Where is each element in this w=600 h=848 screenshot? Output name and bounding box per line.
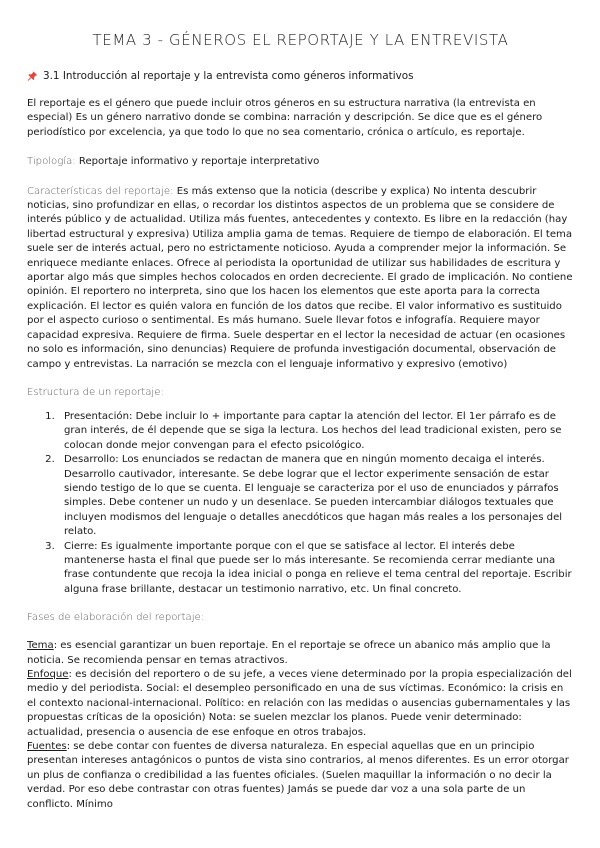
list-item: 1. Presentación: Debe incluir lo + importante para captar la atención del lector. El 1er párrafo es de gran interés, de él depende que se siga la lectura. Los hechos del lead tradicional existen, pero se colocan donde mejor convengan para el efecto psicológico. — [58, 410, 574, 453]
page-title: TEMA 3 - GÉNEROS EL REPORTAJE Y LA ENTREVISTA — [92, 31, 509, 49]
fases-block — [27, 639, 574, 812]
estructura-list — [27, 410, 574, 597]
fuentes-label: Fuentes — [27, 741, 67, 753]
fuentes-text: : se debe contar con fuentes de diversa naturaleza. En especial aquellas que en un principio presentan intereses antagónicos o puntos de vista sino contrarios, al menos diferentes. Es un error otorgar un plus de confianza o credibilidad a las fuentes oficiales. (Suelen maquillar la información o no decir la verdad. Por eso debe contrastar con otras fuentes) Jamás se puede dar voz a una sola parte de un conflicto. Mínimo — [27, 741, 569, 810]
caracteristicas-label: Características del reportaje: — [27, 185, 174, 197]
tipologia-text: Reportaje informativo y reportaje interpretativo — [75, 156, 320, 168]
caracteristicas-text: Es más extenso que la noticia (describe y explica) No intenta descubrir noticias, sino profundizar en ellas, o recordar los distintos aspectos de un problema que se considere de interés público y de actualidad. Utiliza más fuentes, antecedentes y contexto. Es libre en la redacción (hay libertad estructural y expresiva) Utiliza amplia gama de temas. Requiere de tiempo de elaboración. El tema suele ser de interés actual, pero no estrictamente noticioso. Ayuda a comprender mejor la información. Se enriquece mediante enlaces. Ofrece al periodista la oportunidad de utilizar sus habilidades de escritura y aportar algo más que simples hechos colocados en orden decreciente. El grado de implicación. No contiene opinión. El reportero no interpreta, sino que los hacen los elementos que este aporta para la correcta explicación. El lector es quién valora en función de los datos que recibe. El valor informativo es sustituido por el aspecto curioso o sentimental. Es más humano. Suele llevar fotos e infografía. Requiere mayor capacidad expresiva. Requiere de firma. Suele despertar en el lector la necesidad de actuar (en ocasiones no solo es información, sino denuncias) Requiere de profunda investigación documental, observación de campo y entrevistas. La narración se mezcla con el lenguaje informativo y expresivo (emotivo) — [27, 185, 573, 370]
fase-fuentes — [27, 740, 574, 812]
caracteristicas-paragraph — [27, 185, 574, 372]
fase-enfoque — [27, 668, 574, 740]
tipologia-paragraph — [27, 155, 574, 169]
list-item: 3. Cierre: Es igualmente importante porque con el que se satisface al lector. El interés debe mantenerse hasta el final que puede ser lo más interesante. Se recomienda cerrar mediante una frase contundente que recoja la idea inicial o ponga en relieve el tema central del reportaje. Escribir alguna frase brillante, destacar un testimonio narrativo, etc. Un final concreto. — [58, 540, 574, 598]
estructura-heading: Estructura de un reportaje: — [27, 386, 164, 398]
section-heading — [27, 69, 574, 83]
enfoque-label: Enfoque — [27, 669, 69, 680]
tipologia-label: Tipología: — [27, 156, 76, 168]
enfoque-text: : es decisión del reportero o de su jefe, a veces viene determinado por la propia especialización del medio y del periodista. Social: el desempleo personificado en una de sus víctimas. Económico: la crisis en el contexto nacional-internacional. Político: en relación con las medidas o ausencias gubernamentales y las propuestas críticas de la oposición) Nota: se suelen mezclar los planos. Puede venir determinado: actualidad, presencia o ausencia de ese enfoque en otros trabajos. — [27, 669, 572, 738]
fases-heading: Fases de elaboración del reportaje: — [27, 612, 205, 624]
tema-label: Tema — [27, 640, 54, 652]
pushpin-icon — [27, 70, 38, 82]
tema-text: : es esencial garantizar un buen reportaje. En el reportaje se ofrece un abanico más amplio que la noticia. Se recomienda pensar en temas atractivos. — [27, 640, 551, 666]
intro-paragraph: El reportaje es el género que puede incluir otros géneros en su estructura narrativa (la entrevista en especial) Es un género narrativo donde se combina: narración y descripción. Se dice que es el género periodístico por excelencia, ya que todo lo que no sea comentario, crónica o artículo, es reportaje. — [27, 98, 543, 138]
section-heading-text: 3.1 Introducción al reportaje y la entrevista como géneros informativos — [43, 70, 414, 82]
fase-tema — [27, 639, 574, 668]
list-item: 2. Desarrollo: Los enunciados se redactan de manera que en ningún momento decaiga el interés. Desarrollo cautivador, interesante. Se debe lograr que el lector experimente sensación de estar siendo testigo de lo que se cuenta. El lenguaje se caracteriza por el uso de enunciados y párrafos simples. Debe contener un nudo y un desenlace. Se pueden intercambiar diálogos textuales que incluyen modismos del lenguaje o detalles anecdóticos que hagan más reales a los personajes del relato. — [58, 453, 574, 539]
